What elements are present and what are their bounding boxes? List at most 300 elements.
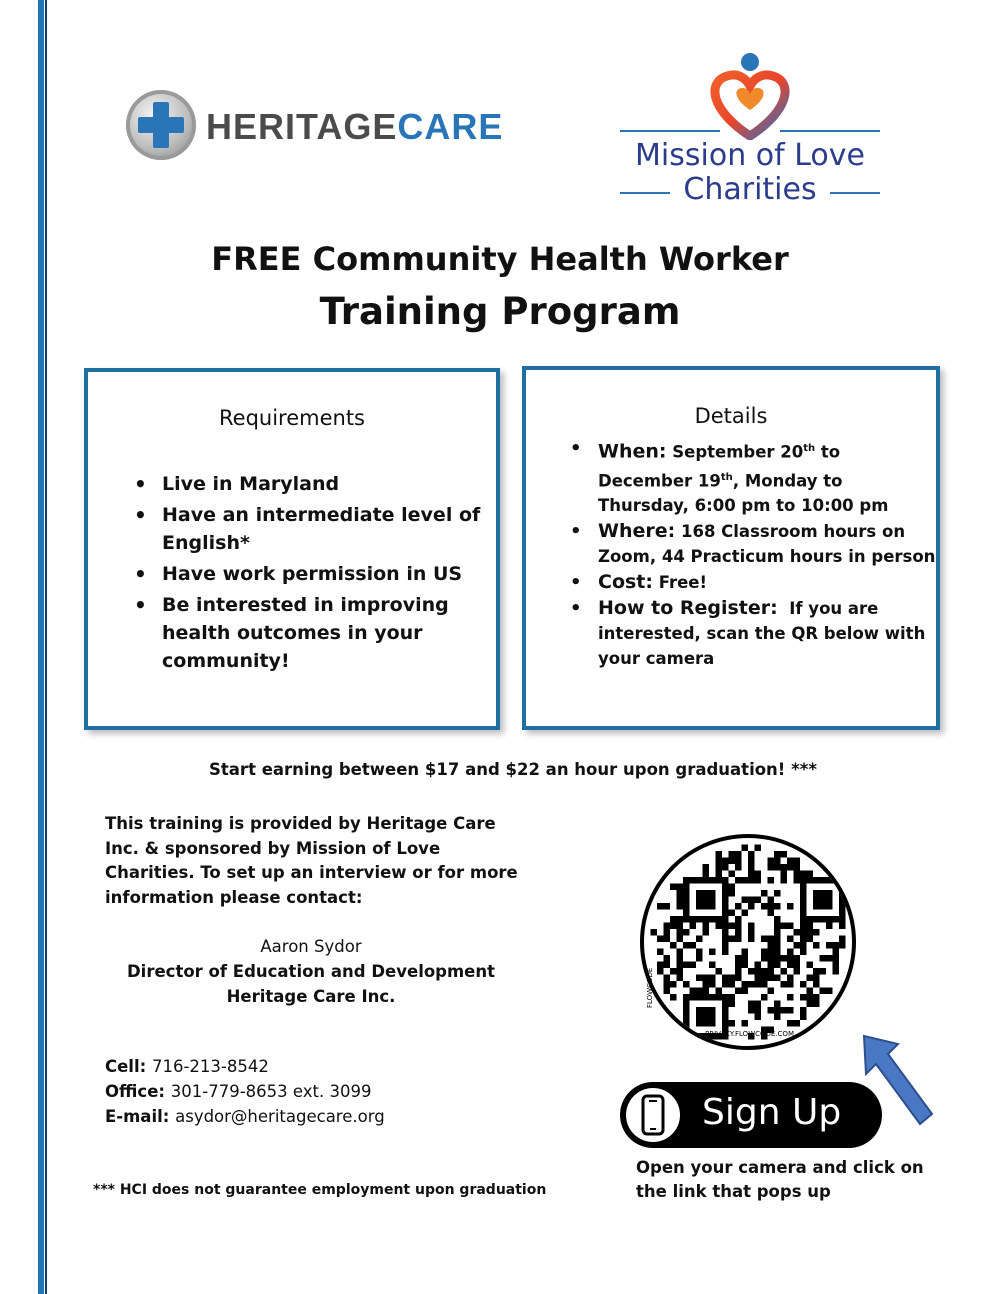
qr-module	[683, 981, 690, 988]
details-box	[522, 366, 940, 730]
qr-module	[807, 994, 814, 1001]
qr-module	[703, 981, 710, 988]
qr-module	[664, 962, 671, 969]
qr-module	[774, 962, 781, 969]
qr-module	[722, 923, 729, 930]
qr-module	[794, 955, 801, 962]
qr-module	[670, 916, 677, 923]
qr-module	[774, 1014, 781, 1021]
list-item: • Have an intermediate level of English*	[130, 501, 490, 557]
qr-module	[794, 968, 801, 975]
qr-module	[748, 968, 755, 975]
qr-module	[807, 962, 814, 969]
qr-module	[768, 975, 775, 982]
left-border-line	[45, 0, 47, 1294]
qr-module	[696, 955, 703, 962]
qr-module	[787, 994, 794, 1001]
qr-module	[794, 1020, 801, 1027]
detail-register: • How to Register: If you are interested, scan the QR below with your camera	[566, 596, 936, 671]
qr-module	[664, 981, 671, 988]
mission-of-love-text: Mission of Love	[635, 138, 865, 173]
qr-module	[787, 903, 794, 910]
qr-module	[755, 981, 762, 988]
qr-module	[755, 975, 762, 982]
qr-module	[820, 955, 827, 962]
qr-module	[794, 962, 801, 969]
qr-module	[709, 981, 716, 988]
qr-module	[696, 988, 703, 995]
qr-module	[664, 955, 671, 962]
qr-module	[735, 864, 742, 871]
mission-divider-right	[830, 192, 880, 194]
qr-module	[703, 923, 710, 930]
qr-module	[716, 871, 723, 878]
qr-module	[748, 1007, 755, 1014]
detail-cost: • Cost: Free!	[566, 570, 936, 595]
qr-module	[807, 1001, 814, 1008]
qr-module	[768, 877, 775, 884]
qr-module	[755, 968, 762, 975]
qr-module	[722, 981, 729, 988]
qr-module	[813, 981, 820, 988]
camera-instructions: Open your camera and click on the link that pops up	[636, 1158, 924, 1201]
qr-module	[768, 988, 775, 995]
qr-module	[657, 962, 664, 969]
qr-module	[729, 851, 736, 858]
qr-module	[677, 884, 684, 891]
qr-module	[800, 981, 807, 988]
qr-module	[677, 890, 684, 897]
qr-module	[729, 858, 736, 865]
qr-module	[787, 1020, 794, 1027]
qr-module	[833, 955, 840, 962]
qr-module	[774, 1001, 781, 1008]
qr-finder	[813, 890, 833, 910]
qr-module	[664, 936, 671, 943]
qr-module	[755, 1001, 762, 1008]
qr-module	[800, 994, 807, 1001]
qr-module	[651, 929, 658, 936]
qr-module	[839, 936, 846, 943]
qr-module	[761, 994, 768, 1001]
qr-module	[755, 962, 762, 969]
qr-module	[794, 858, 801, 865]
earnings-text: Start earning between $17 and $22 an hour upon graduation! ***	[209, 760, 817, 779]
when-label: When:	[598, 440, 667, 463]
qr-module	[755, 871, 762, 878]
qr-module	[813, 942, 820, 949]
qr-module	[794, 877, 801, 884]
qr-module	[735, 929, 742, 936]
qr-module	[729, 871, 736, 878]
qr-module	[703, 988, 710, 995]
qr-module	[742, 988, 749, 995]
requirements-box	[84, 368, 500, 730]
qr-module	[787, 864, 794, 871]
qr-module	[774, 955, 781, 962]
qr-module	[768, 949, 775, 956]
contact-org: Heritage Care Inc.	[226, 987, 396, 1006]
requirements-list	[130, 470, 490, 678]
mission-of-love-logo	[615, 50, 885, 210]
qr-module	[683, 929, 690, 936]
qr-module	[761, 890, 768, 897]
qr-module	[781, 871, 788, 878]
title-line-1: FREE Community Health Worker	[211, 240, 789, 278]
qr-module	[748, 851, 755, 858]
qr-module	[761, 975, 768, 982]
heart-person-icon	[615, 50, 885, 140]
qr-module	[774, 903, 781, 910]
qr-module	[683, 962, 690, 969]
qr-module	[735, 975, 742, 982]
qr-module	[722, 936, 729, 943]
qr-module	[755, 1014, 762, 1021]
qr-module	[677, 949, 684, 956]
qr-module	[781, 968, 788, 975]
qr-module	[703, 929, 710, 936]
qr-module	[787, 936, 794, 943]
qr-module	[768, 968, 775, 975]
qr-module	[774, 864, 781, 871]
qr-finder	[696, 890, 716, 910]
qr-module	[787, 923, 794, 930]
register-label: How to Register:	[598, 597, 778, 619]
qr-module	[729, 1001, 736, 1008]
qr-module	[735, 851, 742, 858]
qr-module	[709, 975, 716, 982]
qr-module	[781, 877, 788, 884]
qr-module	[787, 858, 794, 865]
contact-details	[105, 1054, 525, 1129]
qr-module	[716, 864, 723, 871]
qr-module	[690, 923, 697, 930]
qr-module	[729, 994, 736, 1001]
qr-module	[729, 884, 736, 891]
qr-module	[670, 968, 677, 975]
qr-module	[833, 949, 840, 956]
qr-module	[677, 903, 684, 910]
qr-module	[677, 962, 684, 969]
sign-up-button[interactable]	[620, 1082, 882, 1148]
qr-module	[696, 936, 703, 943]
qr-module	[794, 864, 801, 871]
qr-module	[807, 929, 814, 936]
qr-module	[800, 936, 807, 943]
qr-module	[716, 988, 723, 995]
qr-module	[716, 923, 723, 930]
qr-module	[768, 858, 775, 865]
qr-module	[742, 981, 749, 988]
qr-module	[755, 845, 762, 852]
qr-module	[722, 864, 729, 871]
qr-module	[670, 923, 677, 930]
qr-module	[813, 1001, 820, 1008]
qr-module	[742, 1020, 749, 1027]
qr-module	[807, 871, 814, 878]
qr-module	[761, 968, 768, 975]
qr-module	[768, 942, 775, 949]
contact-role: Director of Education and Development	[126, 962, 496, 981]
qr-module	[800, 942, 807, 949]
qr-module	[787, 955, 794, 962]
qr-module	[800, 949, 807, 956]
qr-module	[774, 916, 781, 923]
qr-module	[748, 877, 755, 884]
qr-module	[722, 942, 729, 949]
qr-code-pattern	[644, 838, 852, 1046]
qr-module	[774, 929, 781, 936]
qr-module	[722, 929, 729, 936]
qr-module	[716, 858, 723, 865]
qr-module	[670, 942, 677, 949]
qr-module	[768, 1007, 775, 1014]
contact-block	[105, 934, 517, 1009]
disclaimer-text: *** HCI does not guarantee employment upon graduation	[93, 1182, 547, 1198]
qr-module	[677, 923, 684, 930]
qr-module	[787, 949, 794, 956]
qr-module	[657, 949, 664, 956]
qr-module	[748, 864, 755, 871]
qr-module	[781, 923, 788, 930]
qr-module	[716, 851, 723, 858]
phone-icon	[626, 1088, 680, 1142]
cost-label: Cost:	[598, 571, 653, 593]
qr-module	[826, 988, 833, 995]
details-list	[566, 436, 936, 672]
qr-module	[774, 936, 781, 943]
qr-module	[677, 955, 684, 962]
qr-module	[677, 936, 684, 943]
qr-module	[768, 962, 775, 969]
qr-module	[716, 968, 723, 975]
qr-module	[768, 903, 775, 910]
cell-value[interactable]: 716-213-8542	[151, 1057, 269, 1076]
qr-module	[761, 981, 768, 988]
qr-module	[807, 936, 814, 943]
qr-module	[794, 871, 801, 878]
qr-module	[833, 942, 840, 949]
qr-module	[813, 994, 820, 1001]
qr-module	[657, 903, 664, 910]
qr-module	[677, 916, 684, 923]
qr-module	[735, 988, 742, 995]
qr-module	[787, 981, 794, 988]
qr-module	[774, 975, 781, 982]
qr-module	[768, 910, 775, 917]
qr-module	[722, 975, 729, 982]
contact-name: Aaron Sydor	[260, 937, 362, 956]
qr-module	[826, 923, 833, 930]
qr-module	[677, 897, 684, 904]
qr-module	[729, 936, 736, 943]
qr-module	[690, 962, 697, 969]
qr-module	[748, 903, 755, 910]
list-item: • Have work permission in US	[130, 560, 490, 588]
qr-module	[735, 916, 742, 923]
qr-module	[839, 923, 846, 930]
qr-module	[729, 975, 736, 982]
qr-module	[748, 1001, 755, 1008]
qr-module	[670, 981, 677, 988]
qr-module	[703, 975, 710, 982]
qr-module	[781, 981, 788, 988]
qr-module	[748, 923, 755, 930]
qr-module	[768, 955, 775, 962]
qr-module	[696, 975, 703, 982]
qr-module	[755, 897, 762, 904]
qr-module	[761, 936, 768, 943]
qr-module	[677, 968, 684, 975]
qr-module	[677, 975, 684, 982]
detail-where: • Where: 168 Classroom hours on Zoom, 44 Practicum hours in person	[566, 519, 936, 569]
qr-module	[800, 923, 807, 930]
qr-module	[826, 955, 833, 962]
qr-module	[664, 929, 671, 936]
qr-module	[735, 923, 742, 930]
qr-module	[664, 975, 671, 982]
qr-module	[761, 955, 768, 962]
qr-module	[820, 988, 827, 995]
sign-up-label: Sign Up	[702, 1092, 842, 1133]
qr-module	[742, 962, 749, 969]
qr-module	[742, 949, 749, 956]
qr-module	[761, 903, 768, 910]
qr-module	[794, 942, 801, 949]
email-value[interactable]: asydor@heritagecare.org	[175, 1107, 385, 1126]
qr-module	[677, 929, 684, 936]
qr-module	[703, 871, 710, 878]
qr-module	[807, 975, 814, 982]
details-heading: Details	[694, 404, 768, 428]
qr-module	[742, 910, 749, 917]
qr-module	[813, 968, 820, 975]
qr-module	[703, 864, 710, 871]
qr-module	[735, 955, 742, 962]
qr-module	[781, 1007, 788, 1014]
qr-module	[696, 949, 703, 956]
qr-module	[748, 936, 755, 943]
qr-module	[768, 936, 775, 943]
qr-module	[787, 1007, 794, 1014]
detail-when: • When: September 20th to December 19th, Monday to Thursday, 6:00 pm to 10:00 pm	[566, 436, 936, 518]
qr-module	[774, 851, 781, 858]
qr-module	[748, 897, 755, 904]
list-item: • Be interested in improving health outcomes in your community!	[130, 591, 490, 675]
qr-module	[768, 864, 775, 871]
qr-module	[735, 968, 742, 975]
qr-module	[722, 949, 729, 956]
qr-module	[735, 903, 742, 910]
qr-module	[729, 1020, 736, 1027]
qr-module	[839, 942, 846, 949]
qr-module	[670, 884, 677, 891]
qr-module	[690, 942, 697, 949]
qr-module	[800, 929, 807, 936]
qr-module	[787, 962, 794, 969]
qr-module	[664, 903, 671, 910]
office-value[interactable]: 301-779-8653 ext. 3099	[170, 1082, 372, 1101]
qr-module	[774, 923, 781, 930]
qr-code[interactable]	[640, 834, 856, 1050]
charities-text: Charities	[683, 172, 817, 207]
requirements-heading: Requirements	[219, 406, 365, 430]
qr-module	[774, 949, 781, 956]
qr-module	[742, 845, 749, 852]
qr-module	[807, 988, 814, 995]
qr-module	[774, 890, 781, 897]
qr-module	[774, 942, 781, 949]
qr-module	[748, 929, 755, 936]
qr-module	[787, 975, 794, 982]
medical-cross-icon	[126, 90, 196, 160]
qr-module	[735, 936, 742, 943]
qr-module	[807, 923, 814, 930]
qr-module	[729, 923, 736, 930]
qr-module	[735, 962, 742, 969]
heritage-care-logo	[126, 88, 516, 164]
qr-module	[748, 871, 755, 878]
qr-module	[826, 942, 833, 949]
qr-side-text: FLOWCODE	[646, 967, 654, 1008]
qr-module	[781, 864, 788, 871]
qr-module	[781, 851, 788, 858]
info-paragraph: This training is provided by Heritage Care Inc. & sponsored by Mission of Love Charities. To set up an interview or for more information please contact:	[105, 814, 518, 907]
qr-module	[761, 949, 768, 956]
qr-module	[729, 910, 736, 917]
qr-module	[735, 858, 742, 865]
qr-module	[748, 981, 755, 988]
email-label: E-mail:	[105, 1107, 170, 1126]
qr-module	[709, 962, 716, 969]
qr-module	[664, 923, 671, 930]
qr-module	[833, 968, 840, 975]
title-line-2: Training Program	[319, 290, 681, 333]
qr-module	[768, 897, 775, 904]
qr-module	[774, 1007, 781, 1014]
qr-module	[722, 858, 729, 865]
qr-module	[800, 871, 807, 878]
heritage-care-wordmark: HERITAGECARE	[206, 106, 504, 147]
office-label: Office:	[105, 1082, 165, 1101]
qr-module	[657, 936, 664, 943]
qr-module	[735, 877, 742, 884]
qr-module	[755, 877, 762, 884]
qr-module	[800, 1007, 807, 1014]
qr-module	[657, 968, 664, 975]
qr-module	[742, 955, 749, 962]
qr-module	[709, 949, 716, 956]
qr-module	[794, 929, 801, 936]
where-label: Where:	[598, 520, 676, 542]
qr-module	[742, 897, 749, 904]
qr-module	[690, 988, 697, 995]
qr-bottom-text: PRIVACY.FLOWCODE.COM	[705, 1030, 794, 1038]
qr-module	[729, 981, 736, 988]
qr-module	[781, 955, 788, 962]
qr-finder	[696, 1007, 716, 1027]
qr-module	[755, 1007, 762, 1014]
qr-module	[774, 858, 781, 865]
qr-module	[813, 975, 820, 982]
qr-module	[813, 929, 820, 936]
qr-module	[729, 890, 736, 897]
qr-module	[742, 877, 749, 884]
qr-module	[833, 962, 840, 969]
qr-module	[800, 1014, 807, 1021]
qr-module	[664, 988, 671, 995]
qr-module	[683, 942, 690, 949]
